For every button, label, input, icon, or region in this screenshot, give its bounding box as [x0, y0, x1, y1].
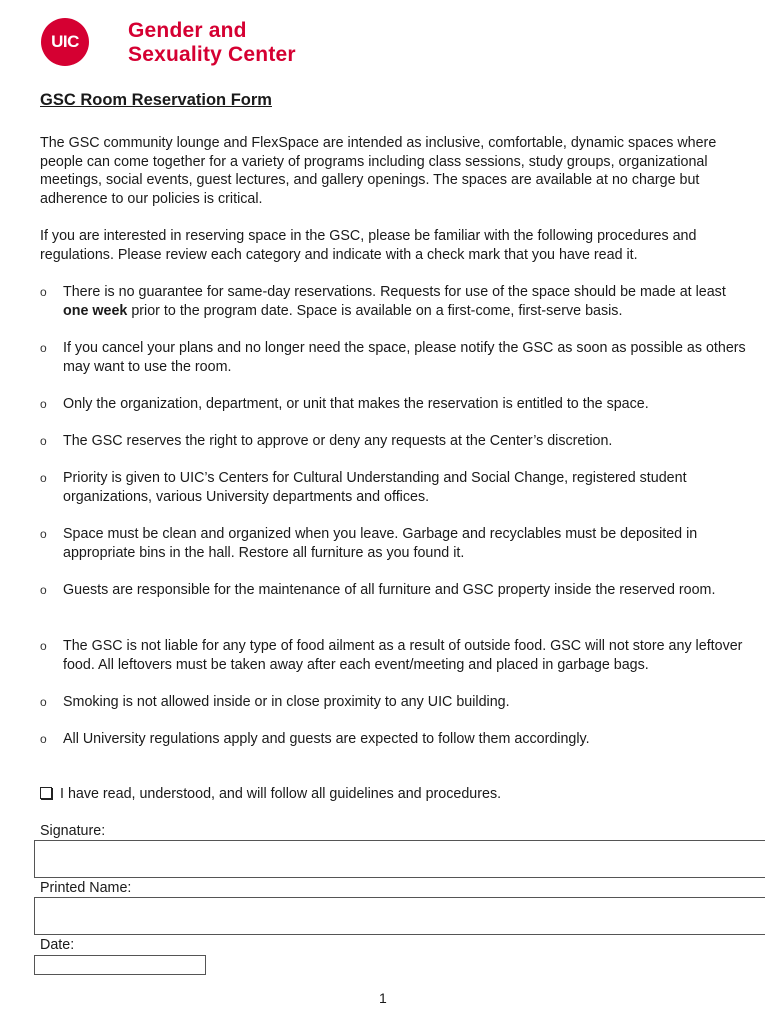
policy-item	[40, 469, 752, 506]
policy-item	[40, 637, 752, 674]
policy-text: All University regulations apply and guests are expected to follow them accordingly.	[63, 731, 590, 747]
center-name-line-1: Gender and	[128, 19, 247, 42]
policy-text: The GSC is not liable for any type of food ailment as a result of outside food. GSC will not store any leftover food. All leftovers must be taken away after each event/meeting and placed in garbage bags.	[63, 638, 743, 673]
policy-item	[40, 525, 752, 562]
bullet-circle-icon: o	[40, 285, 47, 299]
acknowledgement-checkbox[interactable]	[40, 787, 52, 799]
policy-item	[40, 283, 752, 320]
signature-label: Signature:	[40, 823, 106, 839]
date-label: Date:	[40, 937, 75, 953]
center-name	[128, 19, 296, 67]
policy-item	[40, 581, 752, 600]
policy-text: There is no guarantee for same-day reservations. Requests for use of the space should be made at least one week prior to the program date. Space is available on a first-come, first-serve basis.	[63, 284, 726, 319]
page-number: 1	[379, 990, 387, 1006]
intro-paragraph-2: If you are interested in reserving space in the GSC, please be familiar with the following procedures and regulations. Please review each category and indicate with a check mark that you have read it.	[40, 228, 697, 263]
policy-item	[40, 730, 752, 749]
bullet-circle-icon: o	[40, 434, 47, 448]
policy-emphasis: one week	[63, 302, 128, 319]
intro-paragraph-1: The GSC community lounge and FlexSpace are intended as inclusive, comfortable, dynamic spaces where people can come together for a variety of programs including class sessions, study groups, organizational meetings, social events, guest lectures, and gallery openings. The spaces are available at no charge but adherence to our policies is critical.	[40, 135, 717, 207]
policy-text: If you cancel your plans and no longer need the space, please notify the GSC as soon as possible as others may want to use the room.	[63, 340, 746, 375]
date-field[interactable]	[34, 955, 206, 975]
policy-text: Only the organization, department, or unit that makes the reservation is entitled to the space.	[63, 396, 649, 412]
policy-item	[40, 395, 752, 414]
printed-name-label: Printed Name:	[40, 880, 132, 896]
bullet-circle-icon: o	[40, 471, 47, 485]
acknowledgement-label: I have read, understood, and will follow all guidelines and procedures.	[60, 786, 502, 802]
bullet-circle-icon: o	[40, 527, 47, 541]
policy-text: Space must be clean and organized when you leave. Garbage and recyclables must be deposited in appropriate bins in the hall. Restore all furniture as you found it.	[63, 526, 698, 561]
bullet-circle-icon: o	[40, 341, 47, 355]
policy-item	[40, 693, 752, 712]
policy-text: Smoking is not allowed inside or in close proximity to any UIC building.	[63, 694, 510, 710]
uic-logo-mark: UIC	[41, 18, 89, 66]
signature-field[interactable]	[34, 840, 765, 878]
policy-text: Priority is given to UIC’s Centers for Cultural Understanding and Social Change, registered student organizations, various University departments and offices.	[63, 470, 687, 505]
policy-text: Guests are responsible for the maintenance of all furniture and GSC property inside the reserved room.	[63, 582, 716, 598]
bullet-circle-icon: o	[40, 695, 47, 709]
policy-item	[40, 432, 752, 451]
acknowledgement	[40, 786, 501, 802]
bullet-circle-icon: o	[40, 397, 47, 411]
printed-name-field[interactable]	[34, 897, 765, 935]
form-title: GSC Room Reservation Form	[40, 91, 272, 109]
bullet-circle-icon: o	[40, 732, 47, 746]
center-name-line-2: Sexuality Center	[128, 43, 296, 66]
policy-item	[40, 339, 752, 376]
bullet-circle-icon: o	[40, 639, 47, 653]
policy-text: The GSC reserves the right to approve or deny any requests at the Center’s discretion.	[63, 433, 613, 449]
bullet-circle-icon: o	[40, 583, 47, 597]
